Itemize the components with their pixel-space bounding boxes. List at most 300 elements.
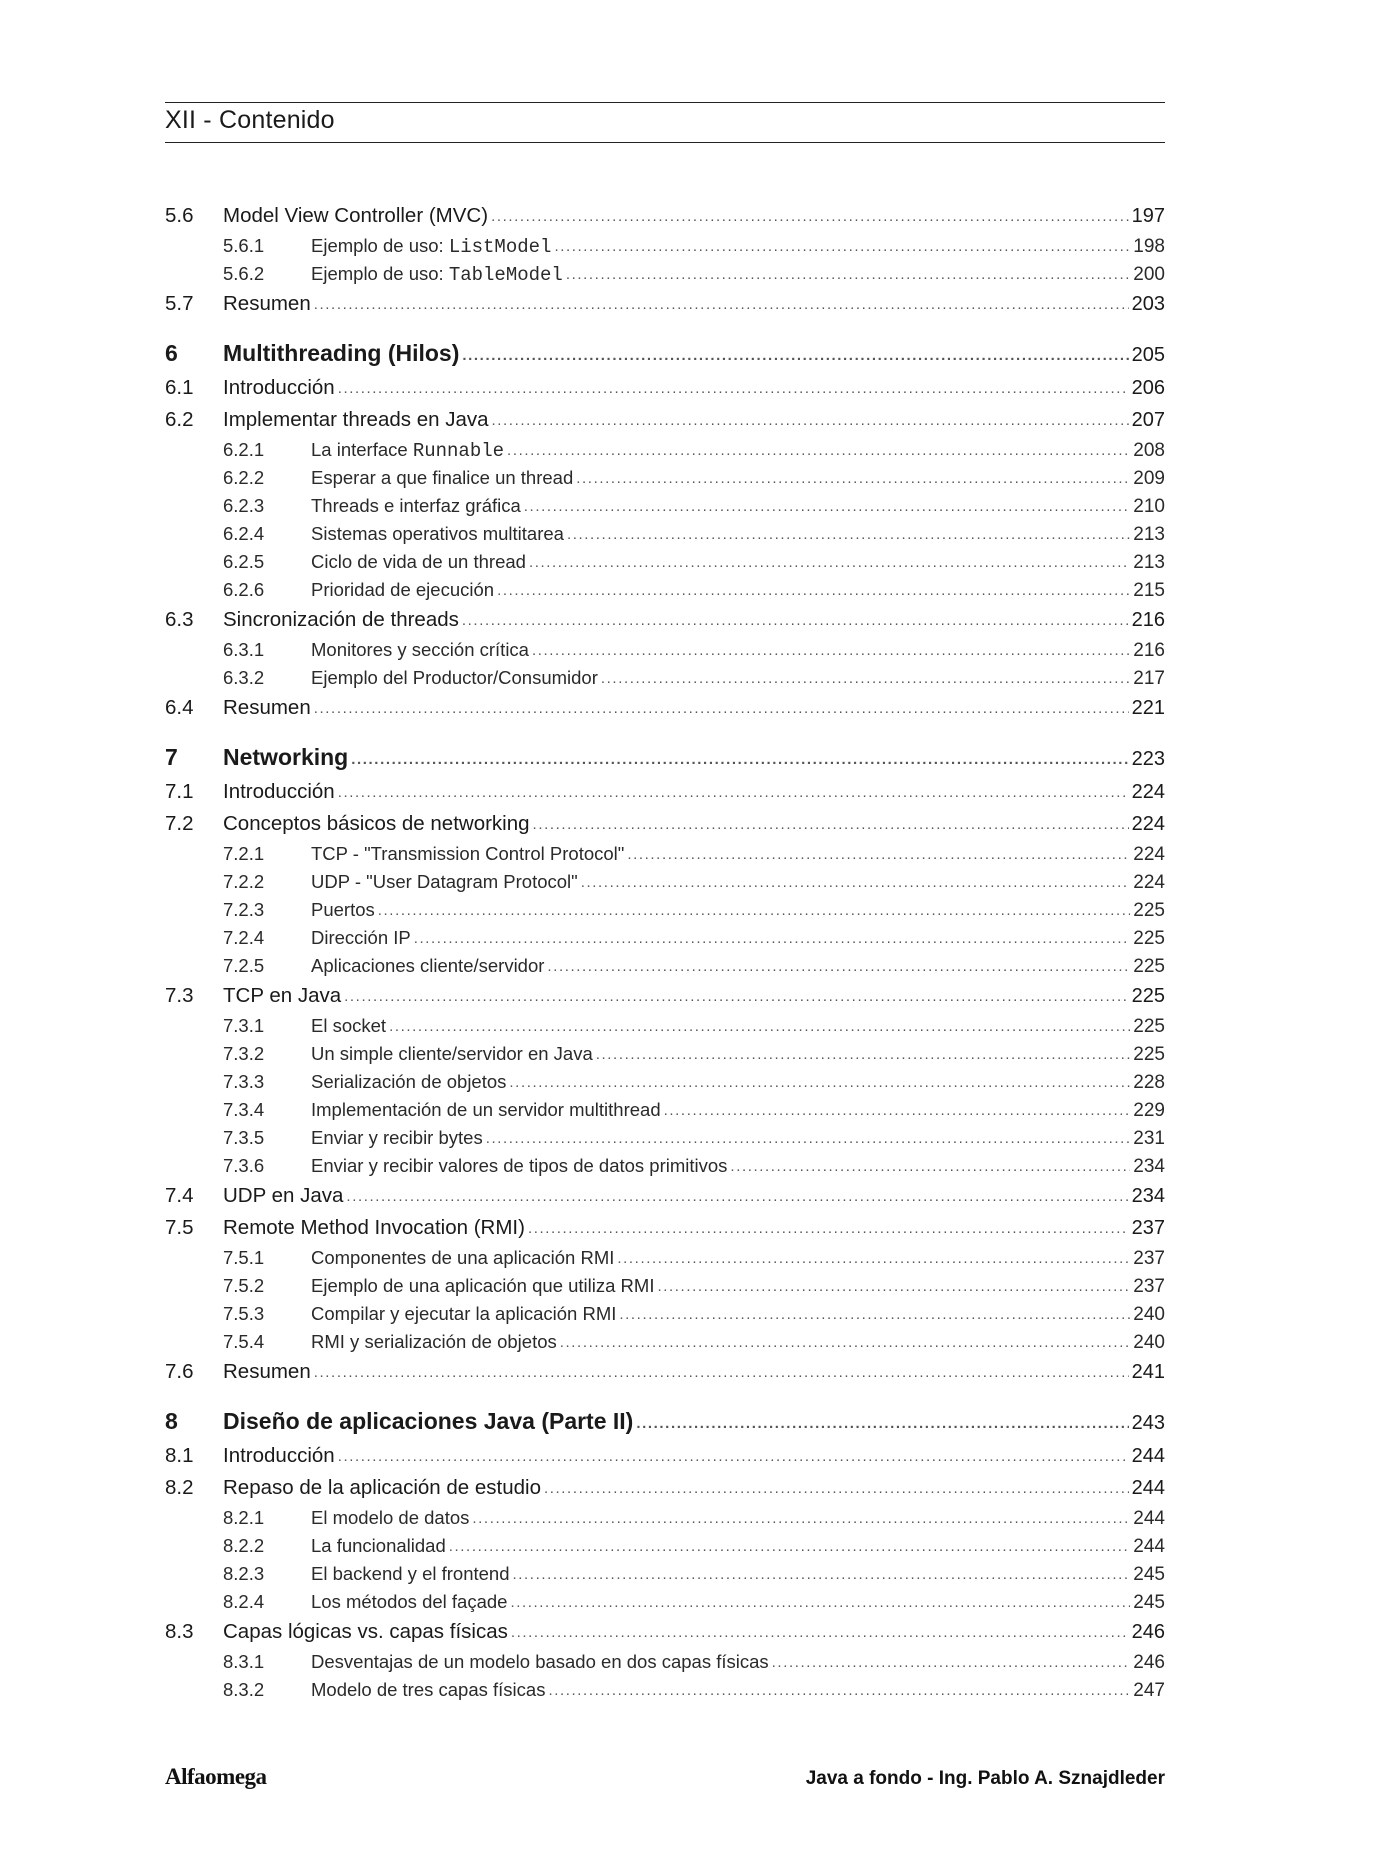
- toc-entry-number: 7.5: [165, 1216, 194, 1239]
- toc-dot-leader: [619, 1299, 1130, 1329]
- toc-entry-title-text: Ejemplo del Productor/Consumidor: [311, 667, 598, 688]
- toc-entry-page-number: 246: [1131, 1621, 1165, 1643]
- toc-entry-title-text: Introducción: [223, 1444, 335, 1467]
- toc-dot-leader: [617, 1243, 1130, 1273]
- toc-entry-sub: [165, 1648, 1165, 1676]
- toc-entry-sub: [165, 492, 1165, 520]
- toc-entry-title: [311, 1096, 661, 1124]
- toc-entry-sub: [165, 548, 1165, 576]
- toc-entry-title: [311, 1012, 386, 1040]
- toc-entry-sub: [165, 1124, 1165, 1152]
- toc-entry-section: [165, 404, 1165, 436]
- toc-entry-title: [223, 980, 341, 1012]
- toc-entry-section: [165, 604, 1165, 636]
- toc-entry-title-text: La funcionalidad: [311, 1535, 446, 1556]
- toc-entry-page-number: 215: [1133, 580, 1165, 601]
- toc-entry-sub: [165, 1300, 1165, 1328]
- toc-entry-title: [311, 520, 564, 548]
- toc-dot-leader: [486, 1123, 1131, 1153]
- toc-entry-page-number: 216: [1131, 609, 1165, 631]
- toc-entry-title: [223, 404, 489, 436]
- toc-entry-page-number: 234: [1133, 1156, 1165, 1177]
- toc-entry-title-text: Networking: [223, 744, 349, 770]
- toc-entry-page-number: 197: [1131, 205, 1165, 227]
- toc-entry-sub: [165, 576, 1165, 604]
- toc-entry-sub: [165, 636, 1165, 664]
- toc-entry-page-number: 237: [1133, 1248, 1165, 1269]
- toc-entry-title: [223, 808, 530, 840]
- toc-entry-number: 5.6: [165, 204, 194, 227]
- toc-entry-page-number: 231: [1133, 1128, 1165, 1149]
- toc-entry-page-number: 247: [1133, 1680, 1165, 1701]
- toc-dot-leader: [554, 231, 1130, 261]
- toc-entry-title: [311, 548, 526, 576]
- toc-entry-title-text: Serialización de objetos: [311, 1071, 507, 1092]
- toc-entry-page-number: 224: [1133, 872, 1165, 893]
- toc-entry-title-text: Remote Method Invocation (RMI): [223, 1216, 525, 1239]
- toc-entry-sub: [165, 1328, 1165, 1356]
- toc-entry-title-text: Ejemplo de uso:: [311, 263, 449, 284]
- toc-dot-leader: [528, 1211, 1129, 1245]
- toc-entry-title: [223, 1440, 335, 1472]
- toc-entry-title-text: Ejemplo de uso:: [311, 235, 449, 256]
- toc-entry-sub: [165, 260, 1165, 288]
- toc-entry-title: [311, 664, 598, 692]
- toc-entry-number: 8.3.2: [223, 1679, 265, 1700]
- toc-entry-page-number: 245: [1133, 1592, 1165, 1613]
- toc-entry-page-number: 217: [1133, 668, 1165, 689]
- toc-entry-number: 6.2.5: [223, 551, 265, 572]
- toc-entry-number: 7.3.5: [223, 1127, 265, 1148]
- toc-entry-chapter: [165, 1402, 1165, 1440]
- toc-entry-sub: [165, 1040, 1165, 1068]
- toc-entry-sub: [165, 520, 1165, 548]
- toc-entry-page-number: 223: [1131, 748, 1165, 770]
- toc-entry-number: 7.5.3: [223, 1303, 265, 1324]
- toc-entry-number: 8.2.2: [223, 1535, 265, 1556]
- toc-entry-sub: [165, 868, 1165, 896]
- toc-entry-title-text: Sincronización de threads: [223, 608, 459, 631]
- toc-entry-number: 7.2.5: [223, 955, 265, 976]
- toc-entry-page-number: 203: [1131, 293, 1165, 315]
- toc-dot-leader: [344, 979, 1128, 1013]
- page-footer: [165, 1764, 1165, 1790]
- toc-entry-title: [311, 1648, 769, 1676]
- toc-entry-page-number: 225: [1133, 1044, 1165, 1065]
- publisher-logo: Alfaomega: [165, 1764, 267, 1789]
- toc-entry-number: 6.2.1: [223, 439, 265, 460]
- toc-entry-title-text: Ejemplo de una aplicación que utiliza RMI: [311, 1275, 655, 1296]
- toc-entry-title-text: Capas lógicas vs. capas físicas: [223, 1620, 508, 1643]
- toc-entry-sub: [165, 1272, 1165, 1300]
- toc-dot-leader: [389, 1011, 1130, 1041]
- toc-entry-title-text: UDP - "User Datagram Protocol": [311, 871, 578, 892]
- toc-entry-page-number: 225: [1133, 900, 1165, 921]
- toc-entry-title: [311, 232, 551, 261]
- toc-entry-number: 7.3.2: [223, 1043, 265, 1064]
- toc-entry-page-number: 209: [1133, 468, 1165, 489]
- toc-entry-title: [311, 1328, 557, 1356]
- toc-entry-title: [311, 260, 563, 289]
- toc-entry-title-text: Modelo de tres capas físicas: [311, 1679, 546, 1700]
- toc-entry-title-text: Sistemas operativos multitarea: [311, 523, 564, 544]
- toc-entry-number: 6.3.1: [223, 639, 265, 660]
- toc-entry-number: 5.6.2: [223, 263, 265, 284]
- toc-entry-section: [165, 1212, 1165, 1244]
- toc-entry-title-text: RMI y serialización de objetos: [311, 1331, 557, 1352]
- toc-entry-page-number: 228: [1133, 1072, 1165, 1093]
- toc-entry-title-text: Introducción: [223, 780, 335, 803]
- toc-entry-page-number: 221: [1131, 697, 1165, 719]
- toc-entry-title: [223, 372, 335, 404]
- toc-dot-leader: [472, 1503, 1130, 1533]
- toc-entry-title-text: Model View Controller (MVC): [223, 204, 489, 227]
- toc-entry-page-number: 213: [1133, 552, 1165, 573]
- toc-entry-title: [311, 576, 494, 604]
- toc-entry-number: 6.1: [165, 376, 194, 399]
- toc-entry-title: [311, 1068, 506, 1096]
- toc-entry-sub: [165, 840, 1165, 868]
- toc-entry-number: 8: [165, 1408, 178, 1434]
- toc-entry-title-text: Componentes de una aplicación RMI: [311, 1247, 615, 1268]
- toc-entry-chapter: [165, 738, 1165, 776]
- toc-entry-section: [165, 1180, 1165, 1212]
- toc-dot-leader: [566, 259, 1130, 289]
- toc-entry-chapter: [165, 334, 1165, 372]
- toc-dot-leader: [601, 663, 1130, 693]
- toc-entry-page-number: 241: [1131, 1361, 1165, 1383]
- toc-entry-title: [311, 1560, 510, 1588]
- toc-entry-page-number: 240: [1133, 1332, 1165, 1353]
- toc-entry-title-text: Prioridad de ejecución: [311, 579, 495, 600]
- toc-dot-leader: [510, 1587, 1130, 1617]
- toc-entry-page-number: 240: [1133, 1304, 1165, 1325]
- toc-dot-leader: [524, 491, 1131, 521]
- toc-entry-sub: [165, 1068, 1165, 1096]
- toc-dot-leader: [351, 737, 1128, 779]
- toc-entry-section: [165, 372, 1165, 404]
- toc-entry-title: [311, 1676, 545, 1704]
- toc-entry-number: 7.2.3: [223, 899, 265, 920]
- toc-entry-title: [311, 896, 375, 924]
- toc-entry-title: [311, 636, 529, 664]
- toc-dot-leader: [657, 1271, 1130, 1301]
- toc-entry-number: 7.6: [165, 1360, 194, 1383]
- toc-entry-page-number: 246: [1133, 1652, 1165, 1673]
- toc-entry-page-number: 208: [1133, 440, 1165, 461]
- toc-entry-number: 6: [165, 340, 178, 366]
- toc-entry-number: 6.3.2: [223, 667, 265, 688]
- toc-entry-title: [223, 692, 311, 724]
- toc-entry-page-number: 234: [1131, 1185, 1165, 1207]
- toc-entry-title: [311, 1244, 614, 1272]
- toc-entry-title: [311, 1152, 727, 1180]
- toc-entry-title: [311, 1124, 483, 1152]
- toc-entry-page-number: 225: [1131, 985, 1165, 1007]
- toc-entry-section: [165, 200, 1165, 232]
- toc-dot-leader: [346, 1179, 1128, 1213]
- toc-entry-title: [311, 840, 624, 868]
- toc-dot-leader: [497, 575, 1130, 605]
- toc-entry-number: 6.3: [165, 608, 194, 631]
- toc-dot-leader: [544, 1471, 1129, 1505]
- toc-dot-leader: [338, 1439, 1129, 1473]
- toc-entry-page-number: 224: [1133, 844, 1165, 865]
- toc-entry-sub: [165, 664, 1165, 692]
- toc-dot-leader: [576, 463, 1130, 493]
- toc-entry-title: [311, 1504, 469, 1532]
- page-header-title: XII - Contenido: [165, 106, 335, 134]
- toc-dot-leader: [507, 435, 1130, 465]
- toc-entry-title: [223, 1616, 508, 1648]
- header-bottom-rule: [165, 142, 1165, 143]
- toc-entry-page-number: 237: [1133, 1276, 1165, 1297]
- toc-entry-page-number: 207: [1131, 409, 1165, 431]
- toc-entry-page-number: 244: [1133, 1536, 1165, 1557]
- toc-entry-code: ListModel: [448, 236, 552, 258]
- toc-entry-sub: [165, 1532, 1165, 1560]
- toc-entry-title-text: Implementar threads en Java: [223, 408, 489, 431]
- toc-entry-page-number: 206: [1131, 377, 1165, 399]
- toc-entry-number: 7.5.2: [223, 1275, 265, 1296]
- toc-entry-number: 8.3: [165, 1620, 194, 1643]
- toc-entry-title: [223, 604, 459, 636]
- toc-entry-sub: [165, 1676, 1165, 1704]
- toc-entry-section: [165, 692, 1165, 724]
- toc-entry-title: [311, 464, 573, 492]
- toc-dot-leader: [513, 1559, 1131, 1589]
- toc-dot-leader: [492, 403, 1129, 437]
- toc-entry-page-number: 224: [1131, 813, 1165, 835]
- toc-entry-page-number: 213: [1133, 524, 1165, 545]
- toc-entry-number: 5.6.1: [223, 235, 265, 256]
- toc-entry-page-number: 200: [1133, 264, 1165, 285]
- toc-entry-sub: [165, 952, 1165, 980]
- toc-dot-leader: [548, 1675, 1130, 1705]
- toc-entry-title: [223, 776, 335, 808]
- toc-dot-leader: [511, 1615, 1129, 1649]
- toc-entry-section: [165, 776, 1165, 808]
- toc-dot-leader: [664, 1095, 1131, 1125]
- toc-entry-title-text: Resumen: [223, 292, 311, 315]
- toc-dot-leader: [532, 635, 1130, 665]
- toc-entry-page-number: 243: [1131, 1412, 1165, 1434]
- toc-entry-number: 7: [165, 744, 178, 770]
- toc-entry-section: [165, 1356, 1165, 1388]
- toc-entry-title-text: Enviar y recibir bytes: [311, 1127, 483, 1148]
- toc-entry-title-text: Esperar a que finalice un thread: [311, 467, 574, 488]
- toc-dot-leader: [560, 1327, 1131, 1357]
- toc-entry-title-text: Threads e interfaz gráfica: [311, 495, 521, 516]
- toc-dot-leader: [730, 1151, 1130, 1181]
- toc-dot-leader: [567, 519, 1130, 549]
- toc-entry-title: [311, 1588, 507, 1616]
- toc-entry-title-text: Aplicaciones cliente/servidor: [311, 955, 545, 976]
- toc-entry-number: 8.2: [165, 1476, 194, 1499]
- toc-entry-sub: [165, 924, 1165, 952]
- toc-entry-code: TableModel: [448, 264, 563, 286]
- toc-dot-leader: [462, 603, 1129, 637]
- toc-dot-leader: [636, 1401, 1128, 1443]
- toc-entry-title: [223, 334, 459, 372]
- table-of-contents: [165, 200, 1165, 1704]
- toc-entry-page-number: 237: [1131, 1217, 1165, 1239]
- toc-dot-leader: [627, 839, 1130, 869]
- toc-entry-title-text: Compilar y ejecutar la aplicación RMI: [311, 1303, 617, 1324]
- toc-entry-title-text: Implementación de un servidor multithread: [311, 1099, 661, 1120]
- toc-entry-number: 7.4: [165, 1184, 194, 1207]
- toc-entry-title: [311, 436, 504, 465]
- toc-entry-page-number: 210: [1133, 496, 1165, 517]
- toc-dot-leader: [491, 199, 1129, 233]
- toc-entry-page-number: 224: [1131, 781, 1165, 803]
- toc-entry-sub: [165, 1244, 1165, 1272]
- toc-entry-number: 7.2: [165, 812, 194, 835]
- toc-entry-title-text: Enviar y recibir valores de tipos de datos primitivos: [311, 1155, 728, 1176]
- toc-entry-title-text: Introducción: [223, 376, 335, 399]
- toc-entry-number: 7.2.4: [223, 927, 265, 948]
- toc-entry-number: 7.3.3: [223, 1071, 265, 1092]
- toc-entry-number: 7.2.2: [223, 871, 265, 892]
- toc-entry-sub: [165, 1012, 1165, 1040]
- toc-entry-number: 7.3: [165, 984, 194, 1007]
- toc-dot-leader: [449, 1531, 1131, 1561]
- toc-entry-title-text: El modelo de datos: [311, 1507, 470, 1528]
- toc-dot-leader: [378, 895, 1131, 925]
- toc-entry-number: 5.7: [165, 292, 194, 315]
- toc-entry-title-text: El backend y el frontend: [311, 1563, 510, 1584]
- toc-entry-sub: [165, 232, 1165, 260]
- toc-entry-sub: [165, 436, 1165, 464]
- toc-dot-leader: [596, 1039, 1131, 1069]
- toc-entry-title: [311, 1300, 616, 1328]
- toc-dot-leader: [529, 547, 1130, 577]
- toc-entry-title: [223, 200, 488, 232]
- toc-entry-number: 6.2.4: [223, 523, 265, 544]
- toc-entry-title: [223, 1402, 633, 1440]
- toc-dot-leader: [314, 691, 1129, 725]
- toc-entry-number: 7.1: [165, 780, 194, 803]
- toc-entry-title-text: Repaso de la aplicación de estudio: [223, 1476, 541, 1499]
- toc-entry-number: 8.3.1: [223, 1651, 265, 1672]
- toc-entry-sub: [165, 1504, 1165, 1532]
- toc-entry-page-number: 198: [1133, 236, 1165, 257]
- toc-entry-sub: [165, 464, 1165, 492]
- toc-entry-title-text: Un simple cliente/servidor en Java: [311, 1043, 593, 1064]
- toc-entry-sub: [165, 1560, 1165, 1588]
- toc-entry-page-number: 216: [1133, 640, 1165, 661]
- toc-entry-title: [311, 1040, 593, 1068]
- toc-entry-title: [223, 1180, 343, 1212]
- header-top-rule: [165, 102, 1165, 103]
- toc-entry-title: [311, 492, 521, 520]
- toc-entry-title-text: Los métodos del façade: [311, 1591, 508, 1612]
- toc-entry-title-text: Conceptos básicos de networking: [223, 812, 530, 835]
- toc-entry-title: [223, 1356, 311, 1388]
- toc-dot-leader: [314, 1355, 1129, 1389]
- toc-dot-leader: [547, 951, 1130, 981]
- toc-dot-leader: [509, 1067, 1130, 1097]
- toc-dot-leader: [338, 775, 1129, 809]
- toc-dot-leader: [314, 287, 1129, 321]
- toc-entry-title-text: Multithreading (Hilos): [223, 340, 460, 366]
- toc-entry-number: 6.2: [165, 408, 194, 431]
- toc-entry-sub: [165, 1152, 1165, 1180]
- toc-entry-number: 8.1: [165, 1444, 194, 1467]
- toc-entry-code: Runnable: [412, 440, 505, 462]
- toc-entry-title-text: Monitores y sección crítica: [311, 639, 529, 660]
- toc-entry-title-text: Diseño de aplicaciones Java (Parte II): [223, 1408, 634, 1434]
- toc-entry-number: 7.2.1: [223, 843, 265, 864]
- toc-dot-leader: [338, 371, 1129, 405]
- toc-entry-page-number: 225: [1133, 1016, 1165, 1037]
- toc-entry-title: [311, 1272, 654, 1300]
- toc-dot-leader: [414, 923, 1131, 953]
- toc-entry-title-text: Resumen: [223, 1360, 311, 1383]
- toc-entry-number: 6.4: [165, 696, 194, 719]
- toc-entry-sub: [165, 896, 1165, 924]
- toc-entry-number: 7.3.1: [223, 1015, 265, 1036]
- toc-entry-section: [165, 1616, 1165, 1648]
- toc-entry-number: 8.2.3: [223, 1563, 265, 1584]
- toc-entry-section: [165, 808, 1165, 840]
- toc-entry-title-text: La interface: [311, 439, 413, 460]
- toc-entry-number: 7.3.6: [223, 1155, 265, 1176]
- toc-entry-number: 6.2.6: [223, 579, 265, 600]
- toc-dot-leader: [462, 333, 1128, 375]
- toc-dot-leader: [772, 1647, 1131, 1677]
- toc-entry-title: [223, 1472, 541, 1504]
- toc-entry-title-text: UDP en Java: [223, 1184, 344, 1207]
- toc-entry-sub: [165, 1588, 1165, 1616]
- toc-entry-page-number: 225: [1133, 928, 1165, 949]
- toc-entry-page-number: 205: [1131, 344, 1165, 366]
- toc-entry-page-number: 229: [1133, 1100, 1165, 1121]
- toc-dot-leader: [533, 807, 1129, 841]
- toc-entry-title-text: Puertos: [311, 899, 375, 920]
- toc-entry-number: 8.2.4: [223, 1591, 265, 1612]
- toc-entry-section: [165, 288, 1165, 320]
- toc-entry-title: [311, 952, 544, 980]
- toc-dot-leader: [581, 867, 1131, 897]
- toc-entry-section: [165, 1472, 1165, 1504]
- toc-entry-title-text: El socket: [311, 1015, 387, 1036]
- toc-entry-number: 7.5.4: [223, 1331, 265, 1352]
- toc-entry-page-number: 244: [1131, 1477, 1165, 1499]
- toc-entry-title: [311, 1532, 446, 1560]
- toc-entry-number: 7.5.1: [223, 1247, 265, 1268]
- toc-entry-section: [165, 1440, 1165, 1472]
- book-credit: Java a fondo - Ing. Pablo A. Sznajdleder: [805, 1768, 1165, 1789]
- toc-entry-page-number: 244: [1133, 1508, 1165, 1529]
- toc-entry-title: [223, 288, 311, 320]
- toc-entry-number: 6.2.3: [223, 495, 265, 516]
- toc-entry-title-text: TCP - "Transmission Control Protocol": [311, 843, 625, 864]
- toc-entry-title: [311, 868, 578, 896]
- toc-entry-page-number: 225: [1133, 956, 1165, 977]
- toc-entry-page-number: 245: [1133, 1564, 1165, 1585]
- toc-entry-number: 7.3.4: [223, 1099, 265, 1120]
- toc-entry-number: 6.2.2: [223, 467, 265, 488]
- toc-entry-title-text: Resumen: [223, 696, 311, 719]
- toc-entry-title: [223, 738, 348, 776]
- toc-entry-title-text: TCP en Java: [223, 984, 342, 1007]
- toc-entry-title: [311, 924, 411, 952]
- toc-entry-title-text: Ciclo de vida de un thread: [311, 551, 526, 572]
- toc-entry-sub: [165, 1096, 1165, 1124]
- toc-entry-section: [165, 980, 1165, 1012]
- toc-entry-title-text: Dirección IP: [311, 927, 411, 948]
